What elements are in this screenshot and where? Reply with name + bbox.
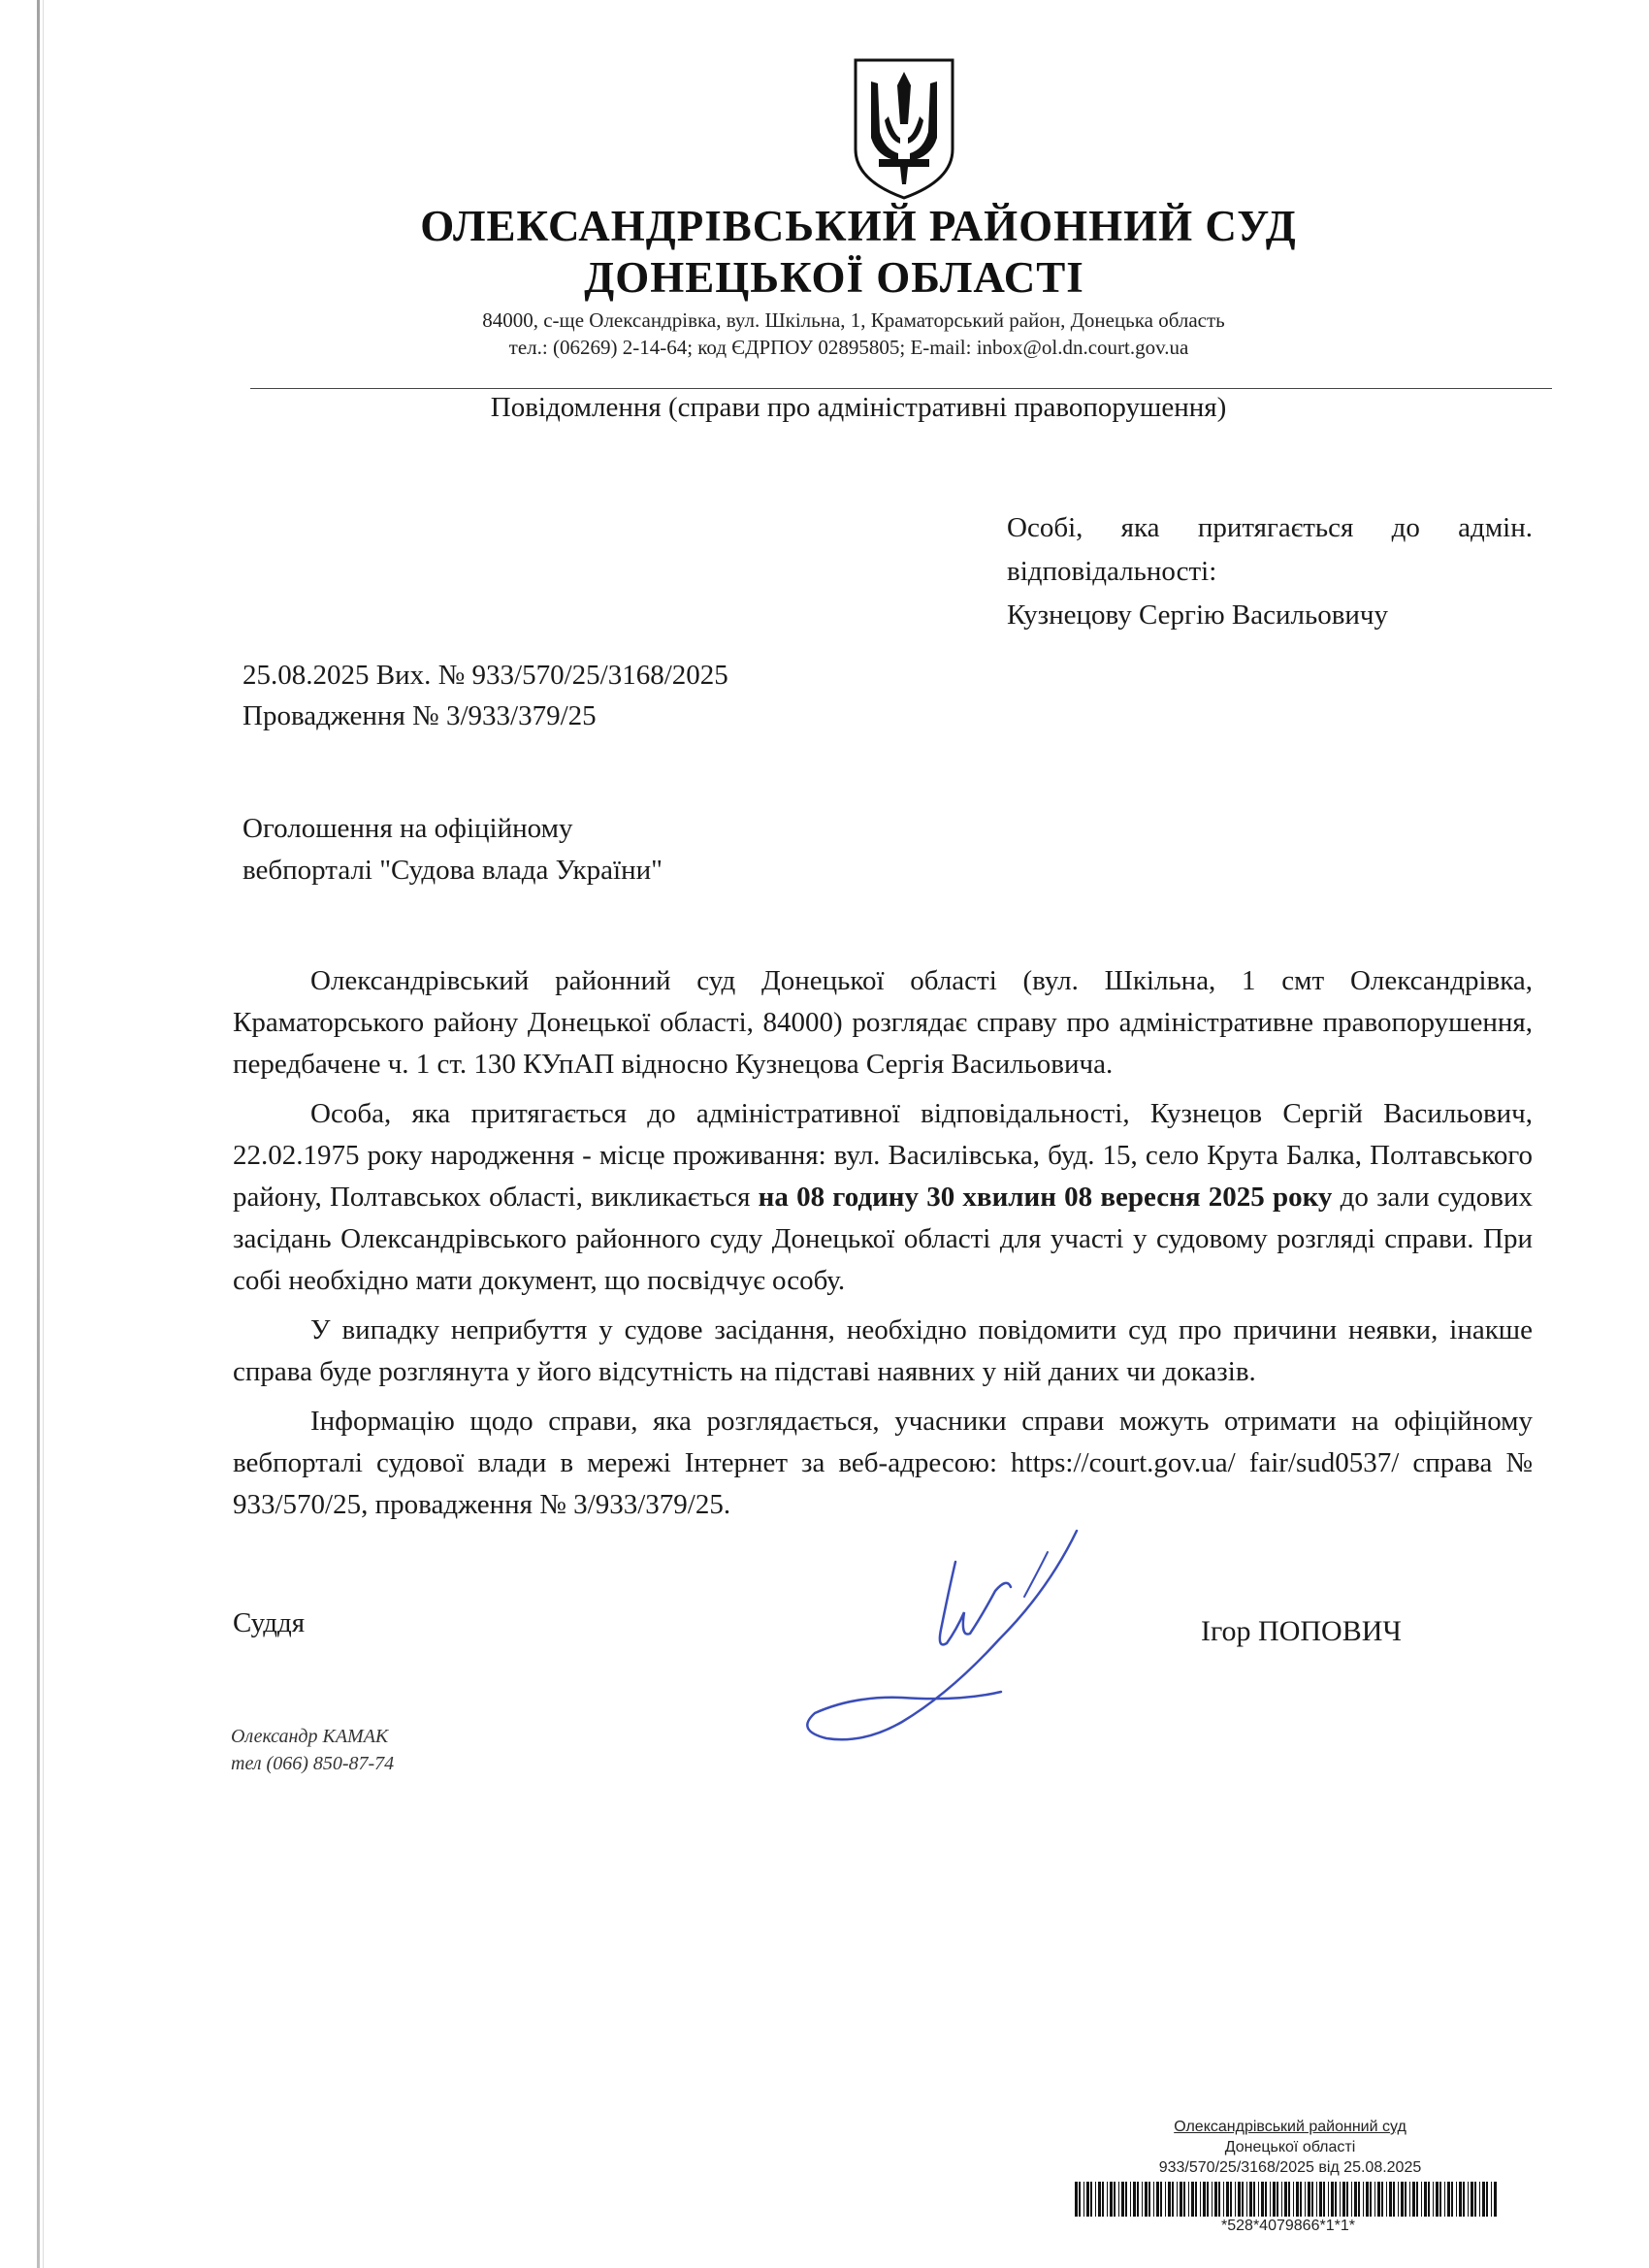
barcode-bar — [1172, 2182, 1174, 2217]
barcode-bar — [1145, 2182, 1148, 2217]
stamp-region: Донецької області — [1224, 2139, 1356, 2155]
document-type-title: Повідомлення (справи про адміністративні правопорушення) — [490, 392, 1227, 423]
barcode-bar — [1447, 2182, 1450, 2217]
barcode-bar — [1308, 2182, 1310, 2217]
proceeding-number: Провадження № 3/933/379/25 — [242, 700, 597, 731]
barcode-bar — [1114, 2182, 1116, 2217]
barcode-bar — [1468, 2182, 1469, 2217]
barcode-bar — [1095, 2182, 1096, 2217]
barcode-bar — [1335, 2182, 1337, 2217]
barcode-bar — [1079, 2182, 1081, 2217]
barcode-bar — [1451, 2182, 1453, 2217]
barcode-bar — [1153, 2182, 1154, 2217]
barcode-bar — [1125, 2182, 1127, 2217]
barcode-bar — [1235, 2182, 1236, 2217]
court-name-line-1: ОЛЕКСАНДРІВСЬКИЙ РАЙОННИЙ СУД — [420, 202, 1297, 250]
court-name-line-2: ДОНЕЦЬКОЇ ОБЛАСТІ — [584, 253, 1084, 302]
barcode-bar — [1409, 2182, 1410, 2217]
judge-name: Ігор ПОПОВИЧ — [1201, 1615, 1402, 1647]
barcode-bar — [1456, 2182, 1457, 2217]
barcode-bar — [1433, 2182, 1434, 2217]
barcode-bar — [1165, 2182, 1166, 2217]
announcement-line-2: вебпорталі "Судова влада України" — [242, 855, 663, 886]
barcode-bar — [1168, 2182, 1171, 2217]
court-contacts: тел.: (06269) 2-14-64; код ЄДРПОУ 02895805; E-mail: inbox@ol.dn.court.gov.ua — [508, 336, 1189, 359]
barcode-bar — [1265, 2182, 1267, 2217]
barcode-bar — [1183, 2182, 1185, 2217]
barcode-bar — [1398, 2182, 1399, 2217]
barcode-bar — [1133, 2182, 1136, 2217]
barcode-bar — [1214, 2182, 1217, 2217]
barcode-bar — [1474, 2182, 1476, 2217]
barcode-bar — [1463, 2182, 1465, 2217]
barcode-bar — [1121, 2182, 1124, 2217]
barcode-bar — [1137, 2182, 1139, 2217]
addressee-line-1: Особі, яка притягається до адмін. — [1007, 512, 1533, 543]
barcode-bar — [1118, 2182, 1119, 2217]
stamp-court-name: Олександрівський районний суд — [1174, 2119, 1406, 2135]
barcode-bar — [1386, 2182, 1387, 2217]
barcode-bar — [1277, 2182, 1278, 2217]
barcode-bar — [1323, 2182, 1325, 2217]
barcode-bar — [1296, 2182, 1299, 2217]
barcode-bar — [1203, 2182, 1206, 2217]
barcode-bar — [1389, 2182, 1392, 2217]
barcode-bar — [1342, 2182, 1345, 2217]
notice-body — [233, 960, 1533, 1534]
announcement-heading — [242, 808, 663, 891]
handwritten-signature — [757, 1523, 1145, 1756]
barcode-bar — [1363, 2182, 1364, 2217]
barcode-bar — [1366, 2182, 1369, 2217]
stamp-registration-number: 933/570/25/3168/2025 від 25.08.2025 — [1158, 2159, 1422, 2176]
barcode-bar — [1195, 2182, 1197, 2217]
barcode-bar — [1130, 2182, 1131, 2217]
barcode-bar — [1249, 2182, 1252, 2217]
body-paragraph-4: Інформацію щодо справи, яка розглядається, учасники справи можуть отримати на офіційному вебпорталі судової влади в мережі Інтернет за веб-адресою: https://court.gov.ua/ fair/sud0537/ справа № 933/570/25, провадження № 3/933/379/25. — [233, 1406, 1533, 1520]
addressee-name: Кузнецову Сергію Васильовичу — [1007, 599, 1389, 631]
barcode-bar — [1421, 2182, 1422, 2217]
barcode-bar — [1381, 2182, 1383, 2217]
barcode-bar — [1156, 2182, 1159, 2217]
barcode-bar — [1107, 2182, 1108, 2217]
judge-title: Суддя — [233, 1607, 306, 1638]
barcode-bar — [1374, 2182, 1375, 2217]
barcode-bar — [1284, 2182, 1287, 2217]
coat-of-arms-icon — [850, 56, 958, 202]
barcode-bar — [1230, 2182, 1232, 2217]
barcode-bar — [1246, 2182, 1247, 2217]
barcode-bar — [1319, 2182, 1322, 2217]
barcode-bar — [1293, 2182, 1294, 2217]
barcode-bar — [1305, 2182, 1306, 2217]
barcode-bar — [1075, 2182, 1078, 2217]
barcode-bar — [1471, 2182, 1473, 2217]
barcode-bar — [1459, 2182, 1462, 2217]
barcode-bar — [1261, 2182, 1264, 2217]
hearing-datetime: на 08 годину 30 хвилин 08 вересня 2025 року — [758, 1182, 1333, 1213]
barcode-bar — [1098, 2182, 1101, 2217]
barcode-bar — [1439, 2182, 1441, 2217]
barcode-bar — [1270, 2182, 1271, 2217]
barcode-bar — [1223, 2182, 1224, 2217]
barcode-bar — [1494, 2182, 1497, 2217]
barcode-bar — [1486, 2182, 1488, 2217]
barcode-bar — [1288, 2182, 1290, 2217]
barcode-bar — [1340, 2182, 1341, 2217]
barcode-bar — [1083, 2182, 1084, 2217]
barcode-bar — [1351, 2182, 1352, 2217]
barcode-bar — [1412, 2182, 1415, 2217]
barcode-bar — [1316, 2182, 1317, 2217]
barcode-bar — [1090, 2182, 1092, 2217]
addressee-line-2: відповідальності: — [1007, 556, 1217, 587]
barcode-bar — [1242, 2182, 1244, 2217]
barcode-bar — [1328, 2182, 1329, 2217]
barcode-bar — [1177, 2182, 1178, 2217]
barcode-bar — [1281, 2182, 1282, 2217]
barcode-bar — [1218, 2182, 1220, 2217]
registration-stamp — [1116, 2117, 1465, 2178]
barcode-bar — [1358, 2182, 1360, 2217]
barcode-bar — [1436, 2182, 1439, 2217]
barcode-bar — [1110, 2182, 1113, 2217]
barcode-bar — [1258, 2182, 1259, 2217]
barcode-bar — [1377, 2182, 1380, 2217]
barcode-bar — [1482, 2182, 1485, 2217]
barcode-bar — [1086, 2182, 1089, 2217]
barcode-bar — [1354, 2182, 1357, 2217]
barcode-bar — [1180, 2182, 1182, 2217]
barcode-bar — [1393, 2182, 1395, 2217]
barcode-bar — [1331, 2182, 1334, 2217]
barcode-bar — [1311, 2182, 1313, 2217]
court-address: 84000, с-ще Олександрівка, вул. Шкільна, 1, Краматорський район, Донецька область — [482, 308, 1225, 332]
barcode-bar — [1300, 2182, 1302, 2217]
body-paragraph-2-start: Особа, яка притягається до адміністративної відповідальності, Кузнецов Сергій Васильович, 22.02.1975 року народження - місце проживання: вул. Василівська, буд. 15, село Крута Балка, Полтавського району, Полтавськох області, викликається — [233, 1098, 1533, 1213]
barcode-bar — [1142, 2182, 1143, 2217]
barcode-bar — [1428, 2182, 1430, 2217]
barcode-text: *528*4079866*1*1* — [1221, 2218, 1355, 2234]
body-paragraph-2-end: до зали судових засідань Олександрівського районного суду Донецької області для участі у судовому розгляді справи. При собі необхідно мати документ, що посвідчує особу. — [233, 1182, 1533, 1296]
barcode-bar — [1253, 2182, 1255, 2217]
addressee-block — [1007, 506, 1533, 637]
barcode-bar — [1424, 2182, 1427, 2217]
barcode-bar — [1346, 2182, 1348, 2217]
barcode-bar — [1191, 2182, 1194, 2217]
body-paragraph-1: Олександрівський районний суд Донецької області (вул. Шкільна, 1 смт Олександрівка, Краматорського району Донецької області, 84000) розглядає справу про адміністративне правопорушення, передбачене ч. 1 ст. 130 КУпАП відносно Кузнецова Сергія Васильовича. — [233, 965, 1533, 1080]
barcode-bar — [1160, 2182, 1162, 2217]
barcode-bar — [1148, 2182, 1150, 2217]
body-paragraph-2 — [233, 1093, 1533, 1302]
barcode-bar — [1444, 2182, 1445, 2217]
barcode-bar — [1238, 2182, 1241, 2217]
barcode-bar — [1188, 2182, 1189, 2217]
announcement-line-1: Оголошення на офіційному — [242, 813, 573, 844]
barcode-bar — [1200, 2182, 1201, 2217]
barcode-bar — [1401, 2182, 1404, 2217]
barcode-bar — [1491, 2182, 1492, 2217]
header-divider — [250, 388, 1552, 389]
executor-phone: тел (066) 850-87-74 — [231, 1753, 395, 1774]
outgoing-number: 25.08.2025 Вих. № 933/570/25/3168/2025 — [242, 660, 728, 691]
barcode-bar — [1479, 2182, 1480, 2217]
barcode-bar — [1370, 2182, 1372, 2217]
barcode-bar — [1207, 2182, 1209, 2217]
barcode-bar — [1416, 2182, 1418, 2217]
body-paragraph-3: У випадку неприбуття у судове засідання, необхідно повідомити суд про причини неявки, інакше справа буде розглянута у його відсутність на підставі наявних у ній даних чи доказів. — [233, 1314, 1533, 1387]
barcode-bar — [1226, 2182, 1229, 2217]
barcode-bar — [1273, 2182, 1276, 2217]
reference-block — [242, 655, 728, 736]
barcode-bar — [1102, 2182, 1104, 2217]
barcode-bar — [1405, 2182, 1406, 2217]
barcode — [1075, 2182, 1502, 2217]
executor-name: Олександр КАМАК — [231, 1726, 389, 1747]
executor-block — [231, 1723, 394, 1777]
